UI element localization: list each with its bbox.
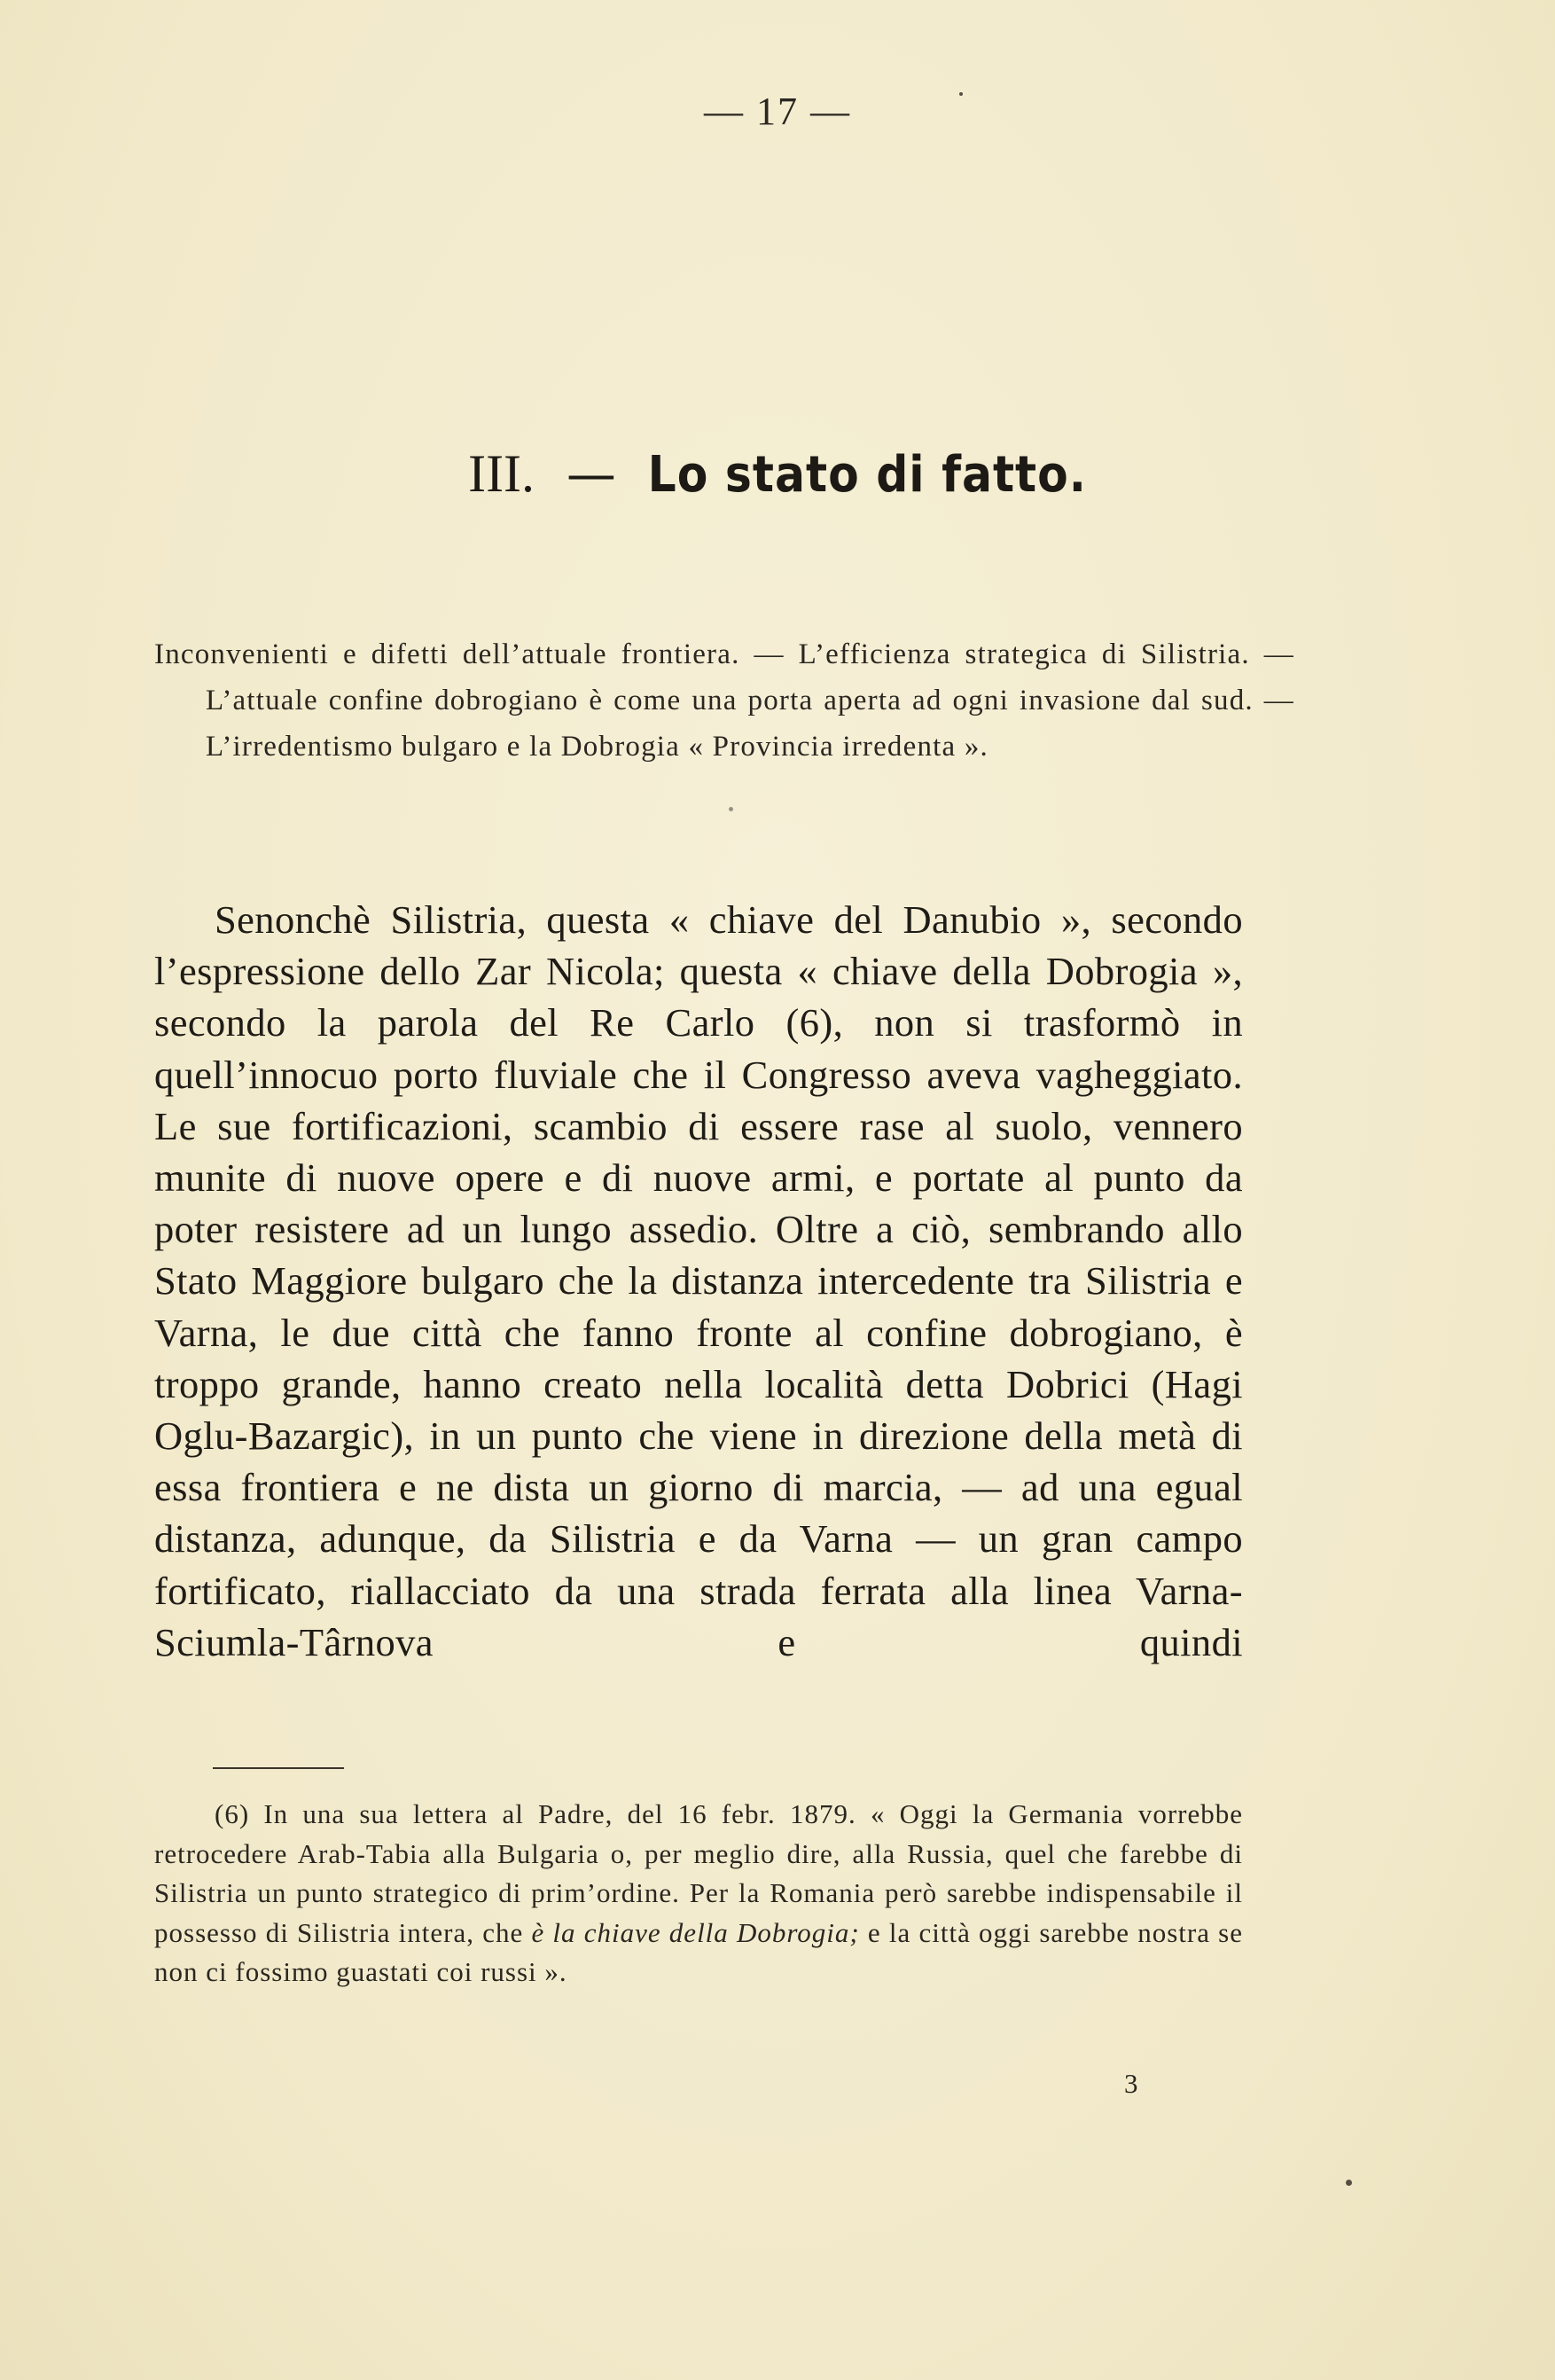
footnote (154, 1795, 1243, 1992)
paper-speck (1346, 2180, 1352, 2186)
footnote-text-2: e la città oggi sarebbe nostra se non ci fossimo guastati coi russi ». (154, 1916, 1243, 1987)
body-paragraph: Senonchè Silistria, questa « chiave del Danubio », secondo l’espressione dello Zar Nicola; questa « chiave della Dobrogia », secondo la parola del Re Carlo (6), non si trasformò in quell’innocuo porto fluviale che il Congresso aveva vagheggiato. Le sue fortificazioni, scambio di essere rase al suolo, vennero munite di nuove opere e di nuove armi, e portate al punto da poter resistere ad un lungo assedio. Oltre a ciò, sembrando allo Stato Maggiore bulgaro che la distanza intercedente tra Silistria e Varna, le due città che fanno fronte al confine dobrogiano, è troppo grande, hanno creato nella località detta Dobrici (Hagi Oglu-Bazargic), in un punto che viene in direzione della metà di essa frontiera e ne dista un giorno di marcia, — ad una egual distanza, adunque, da Silistria e da Varna — un gran campo fortificato, riallacciato da una strada ferrata alla linea Varna-Sciumla-Târnova e quindi (154, 897, 1243, 1664)
printer-signature-mark: 3 (1124, 2068, 1138, 2099)
footnote-emphasis: è la chiave della Dobrogia; (531, 1916, 860, 1948)
heading-dash: — (566, 446, 616, 504)
chapter-summary: Inconvenienti e difetti dell’attuale frontiera. — L’efficienza strategica di Silistria. — L’attuale confine dobrogiano è come una porta aperta ad ogni invasione dal sud. — L’irredentismo bulgaro e la Dobrogia « Provincia irredenta ». (154, 638, 1294, 763)
page-number: — 17 — (704, 90, 851, 133)
chapter-number: III. (468, 444, 535, 503)
paper-speck (959, 92, 963, 96)
paper-speck (729, 807, 733, 811)
chapter-heading (0, 443, 1555, 505)
chapter-title: Lo stato di fatto. (647, 446, 1087, 504)
footnote-separator (213, 1767, 344, 1769)
footnote-text-1: (6) In una sua lettera al Padre, del 16 febr. 1879. « Oggi la Germania vorrebbe retrocedere Arab-Tabia alla Bulgaria o, per meglio dire, alla Russia, quel che farebbe di Silistria un punto strategico di prim’ordine. Per la Romania però sarebbe indispensabile il possesso di Silistria intera, che (154, 1798, 1243, 1948)
